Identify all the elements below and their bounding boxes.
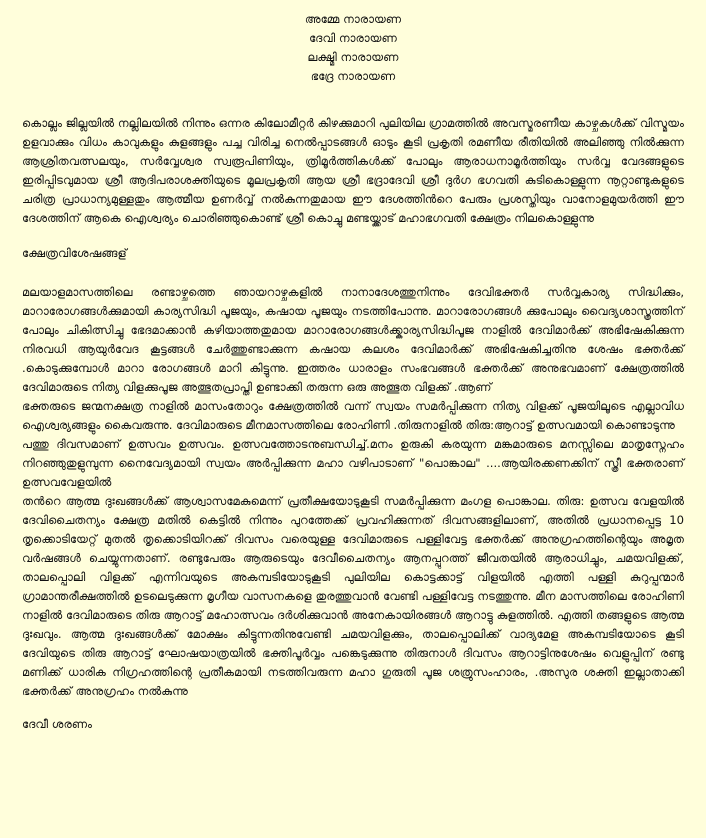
body-paragraph: ഭക്തരുടെ ജന്മനക്ഷത്ര നാളിൽ മാസംതോറും ക്ഷേത്രത്തിൽ വന്ന് സ്വയം സമർപ്പിക്കുന്ന നിത്യ വിളക്ക് പൂജയിലൂടെ എല്ലാവിധ ഐശ്വര്യങ്ങളും കൈവരുന്നു. ദേവിമാരുടെ മീനമാസത്തിലെ രോഹിണി .തിരുനാളിൽ തിരു:ആറാട്ട് ഉത്സവമായി കൊണ്ടാടുന്നു: [22, 399, 684, 432]
invocation-line: ദേവി നാരായണ: [309, 31, 397, 45]
invocation-line: ഭദ്രേ നാരായണ: [310, 69, 396, 83]
invocation-block: [22, 10, 684, 86]
intro-paragraph: കൊല്ലം ജില്ലയിൽ നല്ലിലയിൽ നിന്നും ഒന്നര കിലോമീറ്റർ കിഴക്കുമാറി പുലിയില ഗ്രാമത്തിൽ അവസ്മരണീയ കാഴ്ചകൾക്ക് വിസ്മയം ഉളവാക്കും വിധം കാവുകളും കുളങ്ങളും പച്ച വിരിച്ച നെൽപ്പാടങ്ങൾ ഓടും കൂടി പ്രകൃതി രമണീയ രീതിയിൽ അലിഞ്ഞു നിൽക്കുന്ന ആശ്രിതവത്സലയും, സർവ്വേശ്വര സ്വരൂപിണിയും, ത്രിമൂർത്തികൾക്ക് പോലും ആരാധനാമൂർത്തിയും സർവ്വ വേദങ്ങളുടെ ഇരിപ്പിടവുമായ ശ്രീ ആദിപരാശക്തിയുടെ മൂലപ്രകൃതി ആയ ശ്രീ ഭദ്രാദേവി ശ്രീ ദുർഗ ഭഗവതി കുടികൊള്ളുന്ന നൂറ്റാണ്ടുകളുടെ ചരിത്ര പ്രാധാന്യമുള്ളതും ആത്മീയ ഉണർവ്വ് നൽകുന്നതുമായ ഈ ദേശത്തിൻറെ പേരും പ്രശസ്തിയും വാനോളമുയർത്തി ഈ ദേശത്തിന് ആകെ ഐശ്വര്യം ചൊരിഞ്ഞുകൊണ്ട് ശ്രീ കൊച്ചു മണ്ടയ്ക്കാട് മഹാഭഗവതി ക്ഷേത്രം നിലകൊള്ളുന്നു: [22, 116, 684, 225]
closing-line: ദേവീ ശരണം: [22, 717, 92, 731]
invocation-line: അമ്മേ നാരായണ: [304, 12, 402, 26]
body-paragraph: തൻറെ ആത്മ ദുഃഖങ്ങൾക്ക് ആശ്വാസമേകുമെന്ന് പ്രതീക്ഷയോടുകൂടി സമർപ്പിക്കുന്ന മംഗള പൊങ്കാല. തിരു: ഉത്സവ വേളയിൽ ദേവിചൈതന്യം ക്ഷേത്ര മതിൽ കെട്ടിൽ നിന്നും പുറത്തേക്ക് പ്രവഹിക്കുന്നത് ദിവസങ്ങളിലാണ്, അതിൽ പ്രധാനപ്പെട്ട 10 തൃക്കൊടിയേറ്റ് മുതൽ തൃക്കൊടിയിറക്ക് ദിവസം വരെയുള്ള ദേവിമാരുടെ പള്ളിവേട്ട ഭക്തർക്ക് അനുഗ്രഹത്തിന്റെയും അമൃത വർഷങ്ങൾ ചെയ്യുന്നതാണ്. രണ്ടുപേരും ആരുടെയും ദേവീചൈതന്യം ആനപ്പുറത്ത് ജീവതയിൽ ആരാധിച്ചും, ചമയവിളക്ക്, താലപ്പൊലി വിളക്ക് എന്നിവയുടെ അകമ്പടിയോടുകൂടി പുലിയില കൊട്ടക്കാട്ട് വിളയിൽ എത്തി പള്ളി കുറുപ്പന്മാർ ഗ്രാമാന്തരീക്ഷത്തിൽ ഉടലെടുക്കുന്ന മൃഗീയ വാസനകളെ തുരത്തുവാൻ വേണ്ടി പള്ളിവേട്ട നടത്തുന്നു. മീന മാസത്തിലെ രോഹിണി നാളിൽ ദേവിമാരുടെ തിരു ആറാട്ട് മഹോത്സവം ദർശിക്കുവാൻ അനേകായിരങ്ങൾ ആറാട്ടു കുളത്തിൽ. എത്തി തങ്ങളുടെ ആത്മ ദുഃഖവും. ആത്മ ദുഃഖങ്ങൾക്ക് മോക്ഷം കിട്ടുന്നതിനുവേണ്ടി ചമയവിളക്കും, താലപ്പൊലിക്ക് വാദ്യമേള അകമ്പടിയോടെ കൂടി ദേവിയുടെ തിരു ആറാട്ട് ഘോഷയാത്രയിൽ ഭക്തിപൂർവ്വം പങ്കെടുക്കുന്നു തിരുനാൾ ദിവസം ആറാട്ടിനുശേഷം വെളുപ്പിന് രണ്ടു മണിക്ക് ധാരിക നിഗ്രഹത്തിന്റെ പ്രതീകമായി നടത്തിവരുന്ന മഹാ ഗുരുതി പൂജ ശത്രുസംഹാരം, .അസുര ശക്തി ഇല്ലാതാക്കി ഭക്തർക്ക് അനുഗ്രഹം നൽകുന്നു: [22, 494, 684, 698]
section-heading: ക്ഷേത്രവിശേഷങ്ങള്: [22, 246, 127, 260]
body-paragraph: മലയാളമാസത്തിലെ രണ്ടാഴ്ചത്തെ ഞായറാഴ്ചകളിൽ നാനാദേശത്തുനിന്നും ദേവിഭക്തർ സർവ്വകാര്യ സിദ്ധിക്കും, മാറാരോഗങ്ങൾക്കുമായി കാര്യസിദ്ധി പൂജയും, കഷായ പൂജയും നടത്തിപോന്നു. മാറാരോഗങ്ങൾ ക്കുപോലും വൈദ്യശാസ്ത്രത്തിന് പോലും ചികിത്സിച്ചു ഭേദമാക്കാൻ കഴിയാത്തതുമായ മാറാരോഗങ്ങൾക്ക്കാര്യസിദ്ധിപൂജ നാളിൽ ദേവിമാർക്ക് അഭിഷേകിക്കുന്ന നിരവധി ആയുർവേദ കൂട്ടങ്ങൾ ചേർത്തുണ്ടാക്കുന്ന കഷായ കലശം ദേവിമാർക്ക് അഭിഷേകിച്ചതിനു ശേഷം ഭക്തർക്ക് .കൊടുക്കുമ്പോൾ മാറാ രോഗങ്ങൾ മാറി കിട്ടുന്നു. ഇത്തരം ധാരാളം സംഭവങ്ങൾ ഭക്തർക്ക് അനുഭവമാണ് ക്ഷേത്രത്തിൽ ദേവിമാരുടെ നിത്യ വിളക്കുപൂജ അത്ഭുതപ്രാപ്തി ഉണ്ടാക്കി തരുന്ന ഒരു അത്ഭുത വിളക്ക് .ആണ്: [22, 285, 684, 394]
body-paragraph: പത്തു ദിവസമാണ് ഉത്സവം ഉത്സവം. ഉത്സവത്തോടനുബന്ധിച്ച്.മനം ഉരുകി കരയുന്ന മങ്കമാരുടെ മനസ്സിലെ മാതൃസ്നേഹം നിറഞ്ഞുതുളുമ്പുന്ന നൈവേദ്യമായി സ്വയം അർപ്പിക്കുന്ന മഹാ വഴിപാടാണ് "പൊങ്കാല" ....ആയിരക്കണക്കിന് സ്ത്രീ ഭക്തരാണ് ഉത്സവവേളയിൽ: [22, 437, 684, 489]
invocation-line: ലക്ഷ്മി നാരായണ: [307, 50, 399, 64]
